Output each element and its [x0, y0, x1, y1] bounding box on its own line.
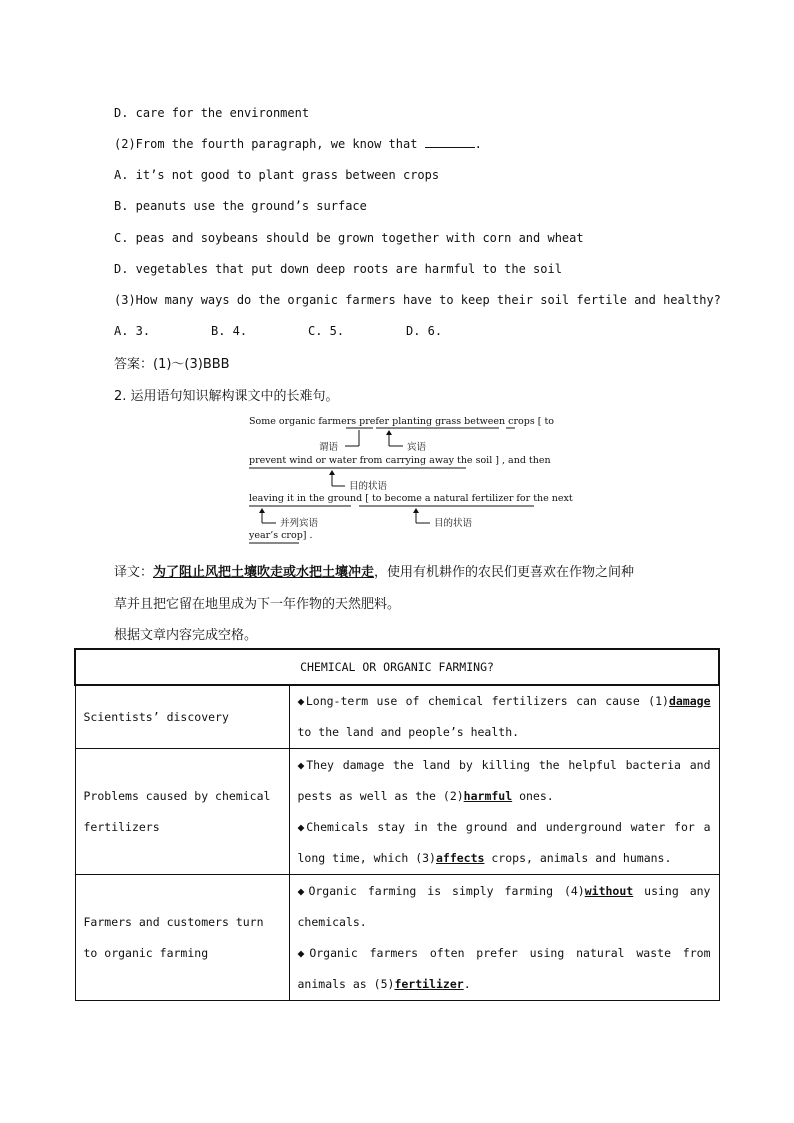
row-text: using any chemicals.: [297, 883, 711, 929]
row-label: Scientists’ discovery: [75, 685, 289, 749]
row-bullet-1: [298, 750, 711, 812]
translation-line-1: [114, 561, 634, 580]
diagram-line-3: leaving it in the ground [ to become a natural fertilizer for the next: [249, 493, 573, 504]
answer-3: affects: [435, 850, 485, 865]
q2-stem: [114, 137, 482, 151]
table-header-row: [75, 649, 719, 685]
translation-text: ，使用有机耕作的农民们更喜欢在作物之间种: [374, 565, 635, 580]
table-row: [75, 749, 719, 875]
q3-option-d: D. 6.: [406, 324, 443, 338]
q3-option-c: C. 5.: [308, 324, 345, 338]
label-parallel-object: 并列宾语: [280, 518, 319, 529]
table-row: [75, 685, 719, 749]
answer-2: harmful: [463, 788, 513, 803]
summary-table: [74, 648, 720, 1001]
row-text: crops, animals and humans.: [484, 850, 672, 865]
answer-5: fertilizer: [394, 976, 464, 991]
label-object: 宾语: [407, 442, 427, 453]
q2-option-b: B. peanuts use the ground’s surface: [114, 199, 367, 213]
fill-instruction: 根据文章内容完成空格。: [114, 628, 258, 643]
row-text: to the land and people’s health.: [297, 725, 520, 739]
answer-4: without: [584, 883, 634, 898]
answer-blank: [425, 137, 475, 148]
q2-stem-text: (2)From the fourth paragraph, we know that: [114, 137, 425, 151]
row-label: Problems caused by chemical fertilizers: [75, 749, 289, 875]
row-text: ◆Long-term use of chemical fertilizers can cause (1): [297, 694, 669, 708]
translation-line-2: 草并且把它留在地里成为下一年作物的天然肥料。: [114, 597, 401, 612]
sentence-structure-diagram: [249, 414, 573, 546]
section-2-title: 2. 运用语句知识解构课文中的长难句。: [114, 389, 339, 404]
label-predicate: 谓语: [319, 442, 339, 453]
q2-option-a: A. it’s not good to plant grass between crops: [114, 168, 440, 182]
q1-option-d: D. care for the environment: [114, 106, 310, 120]
table-row: [75, 875, 719, 1001]
row-text: ones.: [512, 788, 554, 803]
row-text: ◆Organic farming is simply farming (4): [297, 883, 585, 898]
diagram-line-1: Some organic farmers prefer planting grass between crops [ to: [249, 416, 555, 427]
label-purpose-adverbial-1: 目的状语: [349, 481, 388, 492]
translation-highlight: 为了阻止风把土壤吹走或水把土壤冲走: [153, 565, 375, 580]
translation-prefix: 译文：: [114, 565, 154, 580]
row-bullet-2: [298, 938, 711, 1000]
row-content: [289, 685, 719, 749]
diagram-line-4: year’s crop] .: [249, 530, 313, 541]
answer-1: damage: [668, 694, 711, 708]
row-label: Farmers and customers turn to organic farming: [75, 875, 289, 1001]
q2-option-d: D. vegetables that put down deep roots are harmful to the soil: [114, 262, 562, 276]
q3-stem: (3)How many ways do the organic farmers have to keep their soil fertile and healthy?: [114, 293, 721, 307]
row-content: [289, 875, 719, 1001]
q2-option-c: C. peas and soybeans should be grown together with corn and wheat: [114, 231, 584, 245]
row-text: ◆They damage the land by killing the helpful bacteria and pests as well as the (2): [297, 757, 711, 803]
row-content: [289, 749, 719, 875]
answer-line: 答案：(1)～(3)BBB: [114, 357, 230, 372]
diagram-line-2: prevent wind or water from carrying away the soil ] , and then: [249, 455, 551, 466]
row-text: ◆Chemicals stay in the ground and underground water for a long time, which (3): [297, 819, 711, 865]
table-title: CHEMICAL OR ORGANIC FARMING?: [75, 649, 719, 685]
q2-stem-end: .: [474, 137, 482, 151]
q3-option-b: B. 4.: [211, 324, 248, 338]
row-bullet-2: [298, 812, 711, 874]
q3-option-a: A. 3.: [114, 324, 151, 338]
label-purpose-adverbial-2: 目的状语: [434, 518, 473, 529]
row-text: ◆Organic farmers often prefer using natural waste from animals as (5): [297, 945, 711, 991]
row-bullet-1: [298, 876, 711, 938]
row-text: .: [463, 976, 471, 991]
